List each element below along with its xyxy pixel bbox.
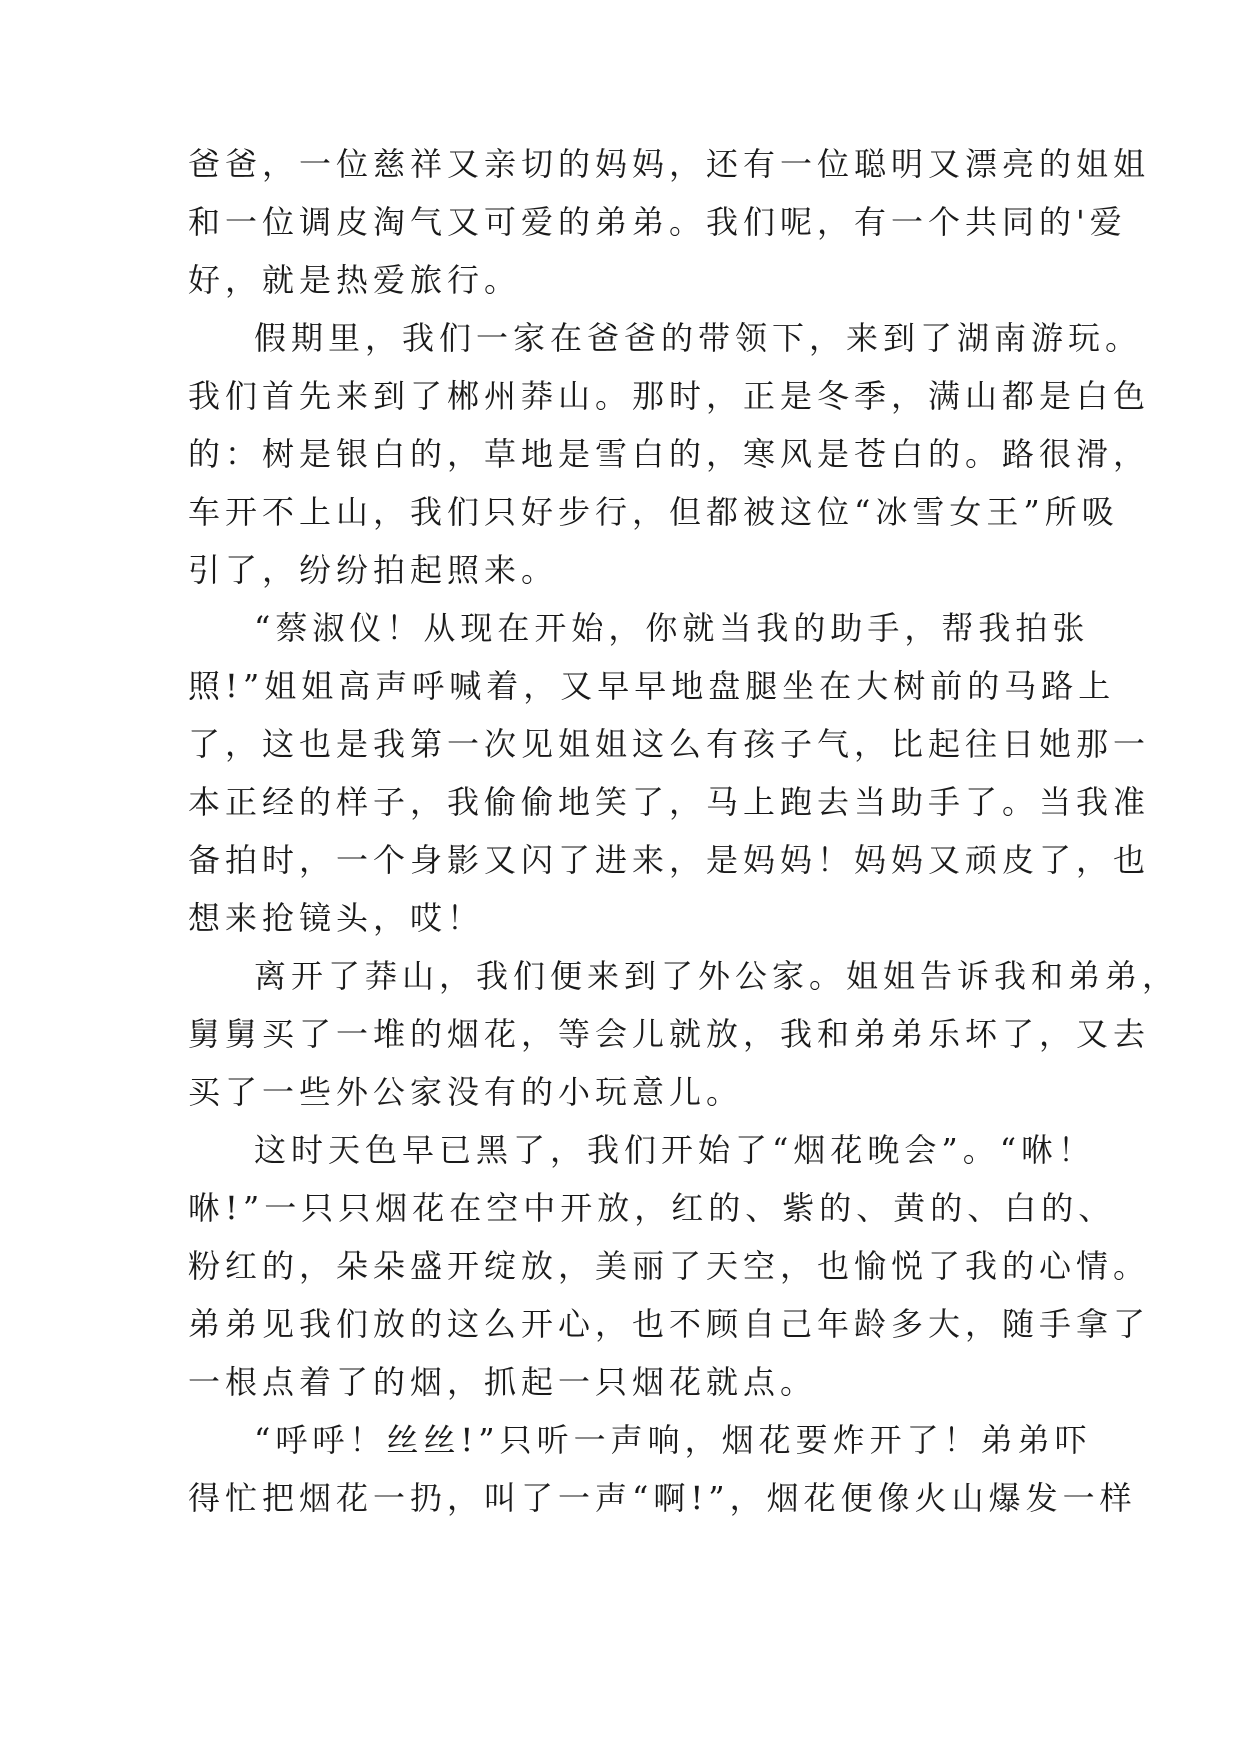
text-line: 弟弟见我们放的这么开心，也不顾自己年龄多大，随手拿了	[188, 1305, 1151, 1343]
text-line: 车开不上山，我们只好步行，但都被这位“冰雪女王”所吸	[188, 493, 1119, 531]
text-line: 得忙把烟花一扔，叫了一声“啊!”，烟花便像火山爆发一样	[188, 1479, 1137, 1517]
text-line: 粉红的，朵朵盛开绽放，美丽了天空，也愉悦了我的心情。	[188, 1247, 1151, 1285]
text-line: “呼呼！丝丝!”只听一声响，烟花要炸开了！弟弟吓	[254, 1421, 1092, 1459]
text-line: 好，就是热爱旅行。	[188, 261, 522, 299]
text-line: “蔡淑仪！从现在开始，你就当我的助手，帮我拍张	[254, 609, 1090, 647]
text-line: 和一位调皮淘气又可爱的弟弟。我们呢，有一个共同的'爱	[188, 203, 1127, 241]
text-line: 这时天色早已黑了，我们开始了“烟花晚会”。“咻！	[254, 1131, 1096, 1169]
text-line: 想来抢镜头，哎！	[188, 899, 485, 937]
text-line: 的：树是银白的，草地是雪白的，寒风是苍白的。路很滑，	[188, 435, 1151, 473]
text-line: 假期里，我们一家在爸爸的带领下，来到了湖南游玩。	[254, 319, 1143, 357]
text-line: 照!”姐姐高声呼喊着，又早早地盘腿坐在大树前的马路上	[188, 667, 1116, 705]
text-line: 了，这也是我第一次见姐姐这么有孩子气，比起往日她那一	[188, 725, 1151, 763]
text-line: 舅舅买了一堆的烟花，等会儿就放，我和弟弟乐坏了，又去	[188, 1015, 1151, 1053]
text-line: 引了，纷纷拍起照来。	[188, 551, 559, 589]
body-text	[188, 145, 1180, 1538]
text-line: 一根点着了的烟，抓起一只烟花就点。	[188, 1363, 818, 1401]
text-line: 我们首先来到了郴州莽山。那时，正是冬季，满山都是白色	[188, 377, 1151, 415]
text-line: 本正经的样子，我偷偷地笑了，马上跑去当助手了。当我准	[188, 783, 1151, 821]
text-line: 买了一些外公家没有的小玩意儿。	[188, 1073, 744, 1111]
text-line: 备拍时，一个身影又闪了进来，是妈妈！妈妈又顽皮了，也	[188, 841, 1151, 879]
text-line: 离开了莽山，我们便来到了外公家。姐姐告诉我和弟弟，	[254, 957, 1180, 995]
text-line: 爸爸，一位慈祥又亲切的妈妈，还有一位聪明又漂亮的姐姐	[188, 145, 1151, 183]
text-line: 咻!”一只只烟花在空中开放，红的、紫的、黄的、白的、	[188, 1189, 1116, 1227]
